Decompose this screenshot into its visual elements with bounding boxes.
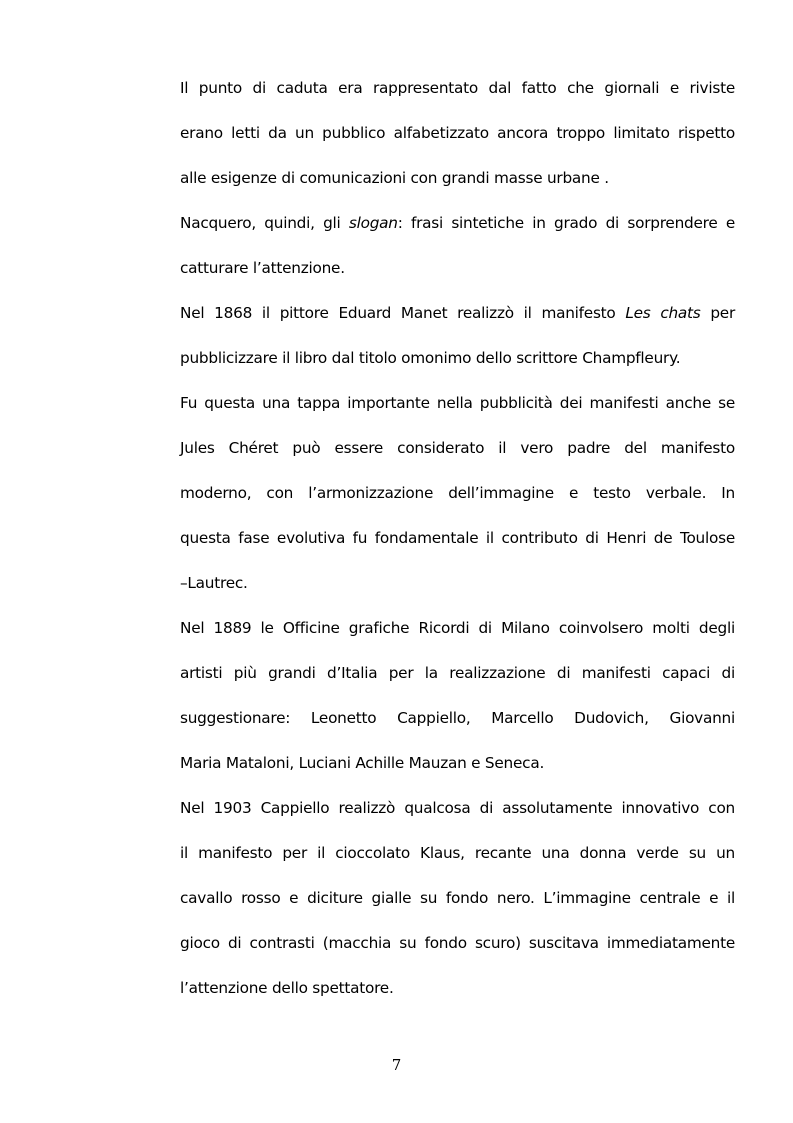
text-line-9: Jules Chéret può essere considerato il vero padre del manifesto: [180, 439, 735, 457]
text-line-1: Il punto di caduta era rappresentato dal fatto che giornali e riviste: [180, 79, 735, 97]
text-line-17: Nel 1903 Cappiello realizzò qualcosa di assolutamente innovativo con: [180, 799, 735, 817]
text-line-2: erano letti da un pubblico alfabetizzato ancora troppo limitato rispetto: [180, 124, 735, 142]
text-run: per: [700, 304, 736, 322]
text-run: Nacquero, quindi, gli: [180, 214, 349, 232]
text-line-11: questa fase evolutiva fu fondamentale il contributo di Henri de Toulose: [180, 529, 735, 547]
text-run: Nel 1868 il pittore Eduard Manet realizzò il manifesto: [180, 304, 626, 322]
text-line-19: cavallo rosso e diciture gialle su fondo nero. L’immagine centrale e il: [180, 889, 735, 907]
text-line-13: Nel 1889 le Officine grafiche Ricordi di Milano coinvolsero molti degli: [180, 619, 735, 637]
text-line-6: [180, 303, 735, 323]
text-line-5: catturare l’attenzione.: [180, 259, 345, 277]
text-line-16: Maria Mataloni, Luciani Achille Mauzan e Seneca.: [180, 754, 545, 772]
text-run: : frasi sintetiche in grado di sorprendere e: [397, 214, 735, 232]
text-line-21: l’attenzione dello spettatore.: [180, 979, 394, 997]
text-line-7: pubblicizzare il libro dal titolo omonimo dello scrittore Champfleury.: [180, 349, 681, 367]
text-line-18: il manifesto per il cioccolato Klaus, recante una donna verde su un: [180, 844, 735, 862]
text-line-12: –Lautrec.: [180, 574, 248, 592]
text-line-15: suggestionare: Leonetto Cappiello, Marcello Dudovich, Giovanni: [180, 709, 735, 727]
italic-term-slogan: slogan: [348, 214, 398, 232]
text-line-8: Fu questa una tappa importante nella pubblicità dei manifesti anche se: [180, 394, 735, 412]
text-line-3: alle esigenze di comunicazioni con grandi masse urbane .: [180, 169, 609, 187]
text-line-4: [180, 213, 735, 233]
text-line-20: gioco di contrasti (macchia su fondo scuro) suscitava immediatamente: [180, 934, 735, 952]
page-number: 7: [391, 1056, 402, 1074]
text-line-10: moderno, con l’armonizzazione dell’immagine e testo verbale. In: [180, 484, 735, 502]
text-line-14: artisti più grandi d’Italia per la realizzazione di manifesti capaci di: [180, 664, 735, 682]
italic-title-les-chats: Les chats: [625, 304, 701, 322]
